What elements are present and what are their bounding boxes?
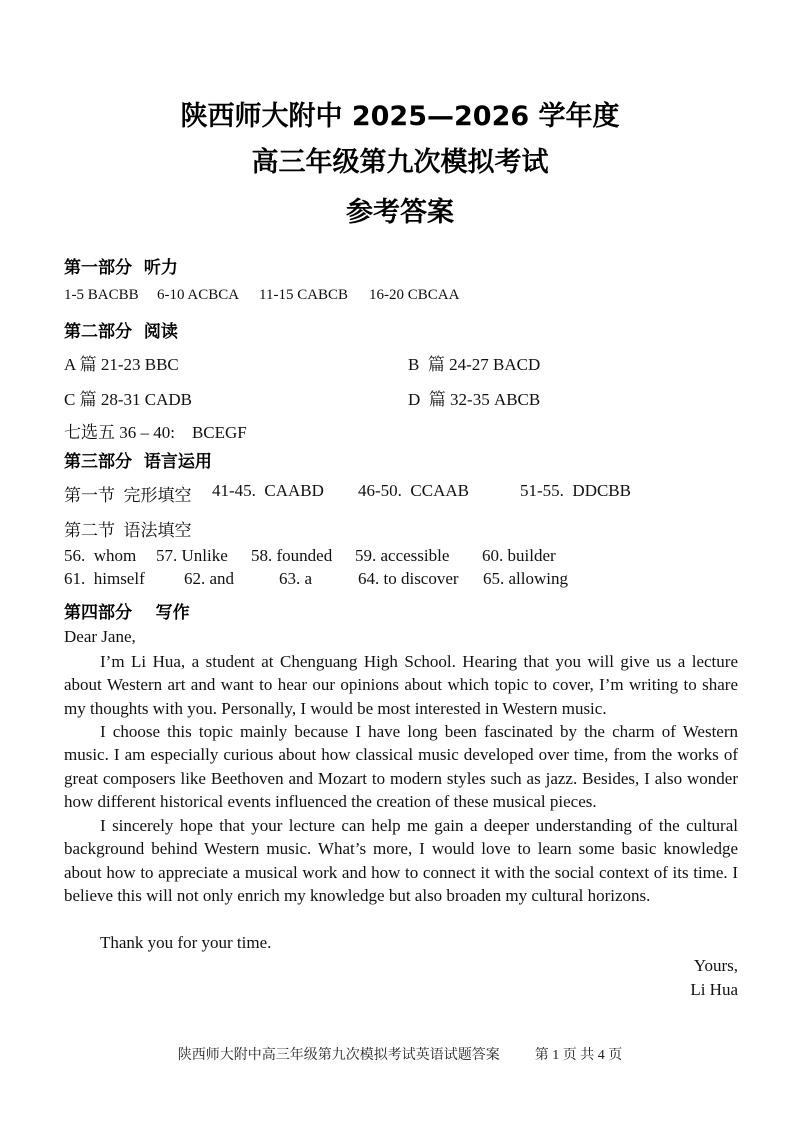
part3-heading: 第三部分 语言运用 bbox=[64, 452, 212, 472]
grammar-answer-62: 62. and bbox=[184, 569, 235, 588]
answer-key-title: 参考答案 bbox=[346, 197, 454, 228]
reading-passage-a: A 篇 21-23 BBC bbox=[64, 355, 179, 374]
reading-passage-d: D 篇 32-35 ABCB bbox=[408, 390, 541, 409]
part1-heading: 第一部分 听力 bbox=[64, 258, 178, 278]
grammar-answer-63: 63. a bbox=[279, 569, 313, 588]
listening-answers-1-5: 1-5 BACBB bbox=[64, 287, 139, 303]
grammar-answer-64: 64. to discover bbox=[358, 569, 459, 588]
listening-answers-16-20: 16-20 CBCAA bbox=[369, 287, 460, 303]
letter-paragraph-2: I choose this topic mainly because I have long been fascinated by the charm of Western music. I am especially curious about how classical music developed over time, from the works of great composers like Beethoven and Mozart to modern styles such as jazz. Besides, I also wonder how different historical events influenced the creation of these musical pieces. bbox=[64, 722, 738, 812]
page-title: 陕西师大附中 2025—2026 学年度 bbox=[180, 101, 620, 132]
letter-signature: Li Hua bbox=[690, 980, 738, 999]
letter-paragraph-1: I’m Li Hua, a student at Chenguang High School. Hearing that you will give us a lecture about Western art and want to hear our opinions about which topic to cover, I’m writing to share my thoughts with you. Personally, I would be most interested in Western music. bbox=[64, 652, 738, 718]
cloze-section-label: 第一节 完形填空 bbox=[64, 486, 192, 505]
letter-paragraph-4: Thank you for your time. bbox=[100, 933, 272, 952]
grammar-answer-61: 61. himself bbox=[64, 569, 145, 588]
part4-heading: 第四部分 写作 bbox=[64, 603, 190, 623]
cloze-answers-46-50: 46-50. CCAAB bbox=[358, 481, 469, 500]
grammar-answer-57: 57. Unlike bbox=[156, 546, 228, 565]
footer-document-title: 陕西师大附中高三年级第九次模拟考试英语试题答案 bbox=[177, 1048, 500, 1063]
listening-answers-11-15: 11-15 CABCB bbox=[259, 287, 349, 303]
grammar-answer-65: 65. allowing bbox=[483, 569, 568, 588]
grammar-answer-60: 60. builder bbox=[482, 546, 556, 565]
grammar-answer-59: 59. accessible bbox=[355, 546, 450, 565]
footer-page-number: 第 1 页 共 4 页 bbox=[534, 1048, 623, 1063]
listening-answers-6-10: 6-10 ACBCA bbox=[157, 287, 240, 303]
page-subtitle: 高三年级第九次模拟考试 bbox=[251, 147, 549, 178]
letter-greeting: Dear Jane, bbox=[64, 627, 136, 646]
reading-passage-c: C 篇 28-31 CADB bbox=[64, 390, 192, 409]
cloze-answers-51-55: 51-55. DDCBB bbox=[520, 481, 631, 500]
seven-choose-five-answers: 七选五 36 – 40: BCEGF bbox=[64, 423, 247, 442]
page-footer bbox=[0, 1044, 800, 1064]
letter-closing: Yours, bbox=[693, 956, 738, 975]
grammar-section-label: 第二节 语法填空 bbox=[64, 521, 192, 540]
cloze-answers-41-45: 41-45. CAABD bbox=[212, 481, 324, 500]
letter-paragraph-3: I sincerely hope that your lecture can help me gain a deeper understanding of the cultural background behind Western music. What’s more, I would love to learn some basic knowledge about how to appreciate a musical work and how to connect it with the social context of its time. I believe this will not only enrich my knowledge but also broaden my cultural horizons. bbox=[64, 816, 738, 906]
grammar-answer-56: 56. whom bbox=[64, 546, 137, 565]
reading-passage-b: B 篇 24-27 BACD bbox=[408, 355, 541, 374]
grammar-answer-58: 58. founded bbox=[251, 546, 333, 565]
part2-heading: 第二部分 阅读 bbox=[64, 322, 178, 342]
